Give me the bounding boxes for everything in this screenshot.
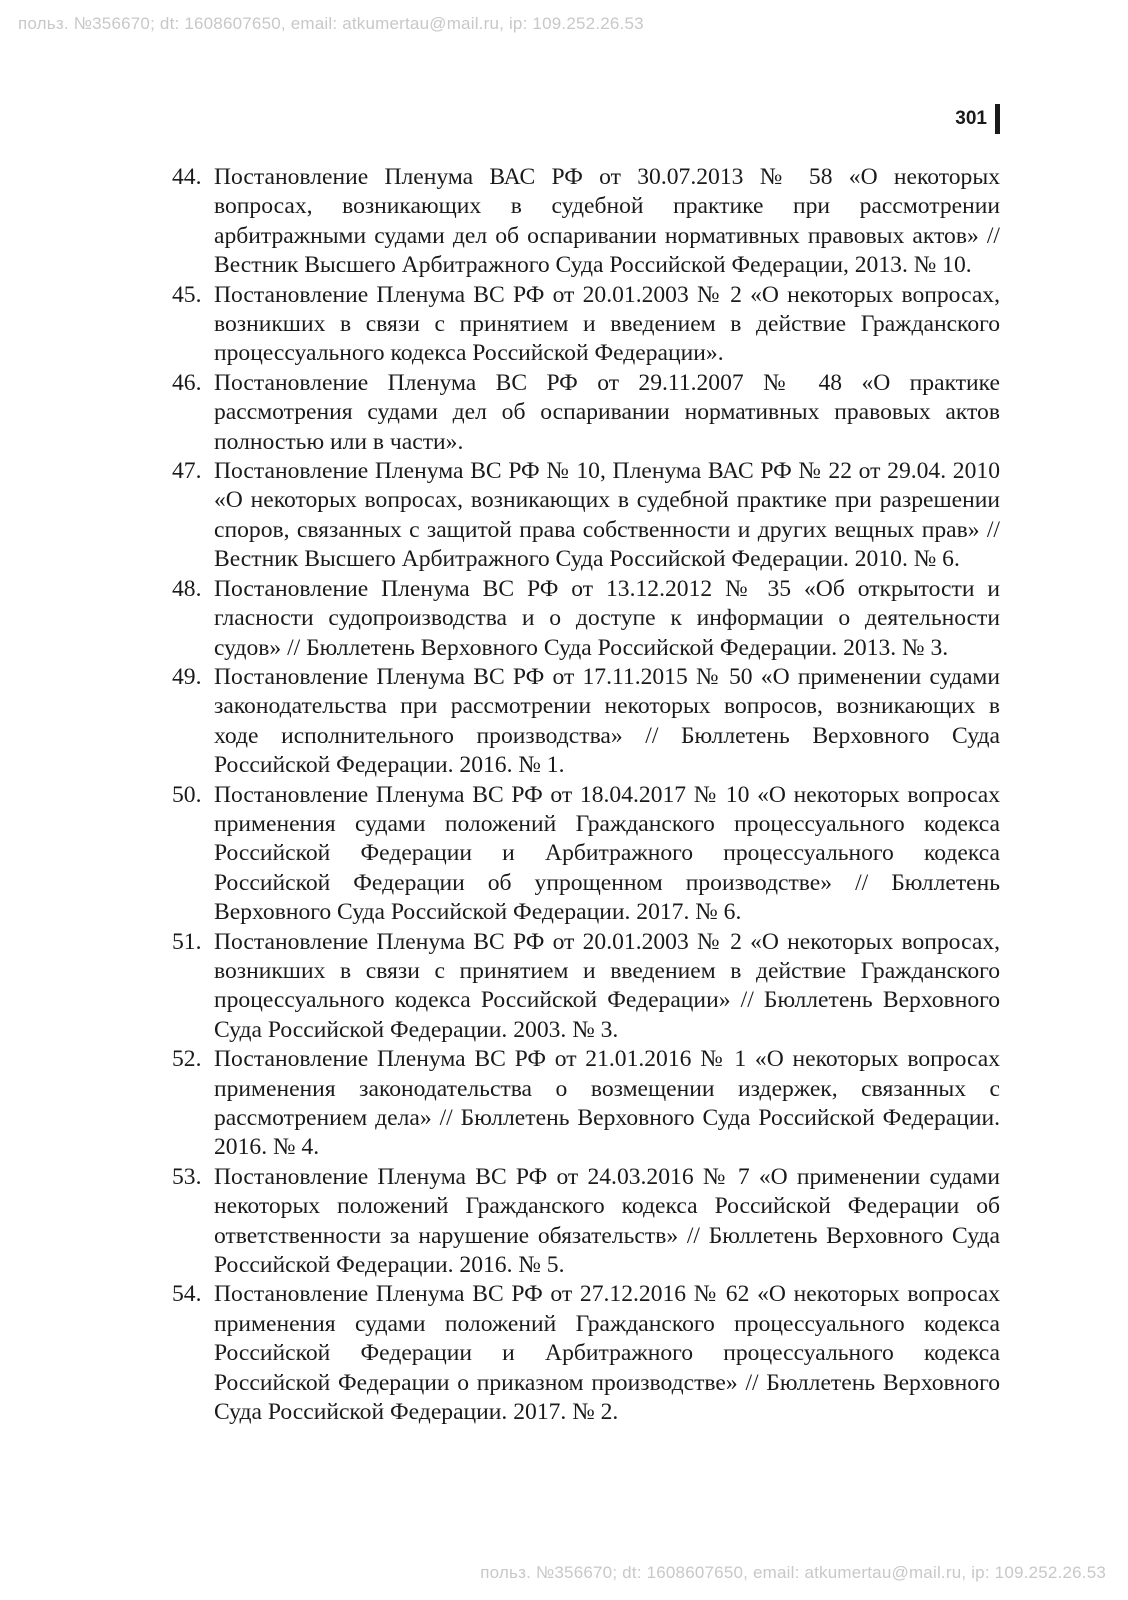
reference-item [172,1280,1000,1427]
reference-text: Постановление Пленума ВС РФ от 20.01.2003 № 2 «О некоторых вопросах, возникших в связи с принятием и введением в действие Гражданского процессуального кодекса Российской Федерации» // Бюллетень Верховного Суда Российской Федерации. 2003. № 3. [214,928,1000,1043]
reference-item [172,928,1000,1046]
reference-number: 47. [172,458,202,485]
page-number: 301 [955,108,987,129]
watermark-bottom: польз. №356670; dt: 1608607650, email: atkumertau@mail.ru, ip: 109.252.26.53 [480,1563,1106,1582]
reference-text: Постановление Пленума ВС РФ от 29.11.2007 № 48 «О практике рассмотрения судами дел об оспаривании нормативных правовых актов полностью или в части». [214,369,1000,455]
reference-list [172,163,1000,1427]
reference-text: Постановление Пленума ВС РФ № 10, Пленума ВАС РФ № 22 от 29.04. 2010 «О некоторых вопросах, возникающих в судебной практике при разрешении споров, связанных с защитой права собственности и других вещных прав» // Вестник Высшего Арбитражного Суда Российской Федерации. 2010. № 6. [214,458,1000,573]
page-header [955,104,1000,134]
reference-number: 49. [172,663,202,690]
reference-item [172,369,1000,457]
reference-text: Постановление Пленума ВС РФ от 27.12.2016 № 62 «О некоторых вопросах применения судами положений Гражданского процессуального кодекса Российской Федерации и Арбитражного процессуального кодекса Российской Федерации о приказном производстве» // Бюллетень Верховного Суда Российской Федерации. 2017. № 2. [214,1281,1000,1426]
reference-text: Постановление Пленума ВАС РФ от 30.07.2013 № 58 «О некоторых вопросах, возникающих в судебной практике при рассмотрении арбитражными судами дел об оспаривании нормативных правовых актов» // Вестник Высшего Арбитражного Суда Российской Федерации, 2013. № 10. [214,164,1000,279]
reference-item [172,163,1000,281]
reference-number: 45. [172,281,202,308]
watermark-top: польз. №356670; dt: 1608607650, email: atkumertau@mail.ru, ip: 109.252.26.53 [18,14,644,33]
reference-text: Постановление Пленума ВС РФ от 17.11.2015 № 50 «О применении судами законодательства при рассмотрении некоторых вопросов, возникающих в ходе исполнительного производства» // Бюллетень Верховного Суда Российской Федерации. 2016. № 1. [214,663,1000,779]
reference-number: 48. [172,575,202,602]
reference-text: Постановление Пленума ВС РФ от 18.04.2017 № 10 «О некоторых вопросах применения судами положений Гражданского процессуального кодекса Российской Федерации и Арбитражного процессуального кодекса Российской Федерации об упрощенном производстве» // Бюллетень Верховного Суда Российской Федерации. 2017. № 6. [214,781,1000,926]
reference-item [172,1045,1000,1163]
reference-text: Постановление Пленума ВС РФ от 20.01.2003 № 2 «О некоторых вопросах, возникших в связи с принятием и введением в действие Гражданского процессуального кодекса Российской Федерации». [214,281,1000,367]
reference-text: Постановление Пленума ВС РФ от 13.12.2012 № 35 «Об открытости и гласности судопроизводства и о доступе к информации о деятельности судов» // Бюллетень Верховного Суда Российской Федерации. 2013. № 3. [214,575,1000,661]
reference-item [172,281,1000,369]
reference-number: 44. [172,164,202,190]
reference-text: Постановление Пленума ВС РФ от 24.03.2016 № 7 «О применении судами некоторых положений Гражданского кодекса Российской Федерации об ответственности за нарушение обязательств» // Бюллетень Верховного Суда Российской Федерации. 2016. № 5. [214,1163,1000,1279]
reference-number: 50. [172,781,202,808]
reference-number: 52. [172,1046,202,1073]
reference-item [172,575,1000,663]
reference-item [172,1163,1000,1281]
reference-number: 46. [172,369,202,396]
reference-number: 54. [172,1281,202,1308]
reference-item [172,663,1000,781]
reference-item [172,781,1000,928]
page-number-bar [995,104,1000,134]
reference-text: Постановление Пленума ВС РФ от 21.01.2016 № 1 «О некоторых вопросах применения законодательства о возмещении издержек, связанных с рассмотрением дела» // Бюллетень Верховного Суда Российской Федерации. 2016. № 4. [214,1046,1000,1161]
reference-item [172,457,1000,575]
reference-number: 51. [172,928,202,955]
reference-number: 53. [172,1163,202,1190]
